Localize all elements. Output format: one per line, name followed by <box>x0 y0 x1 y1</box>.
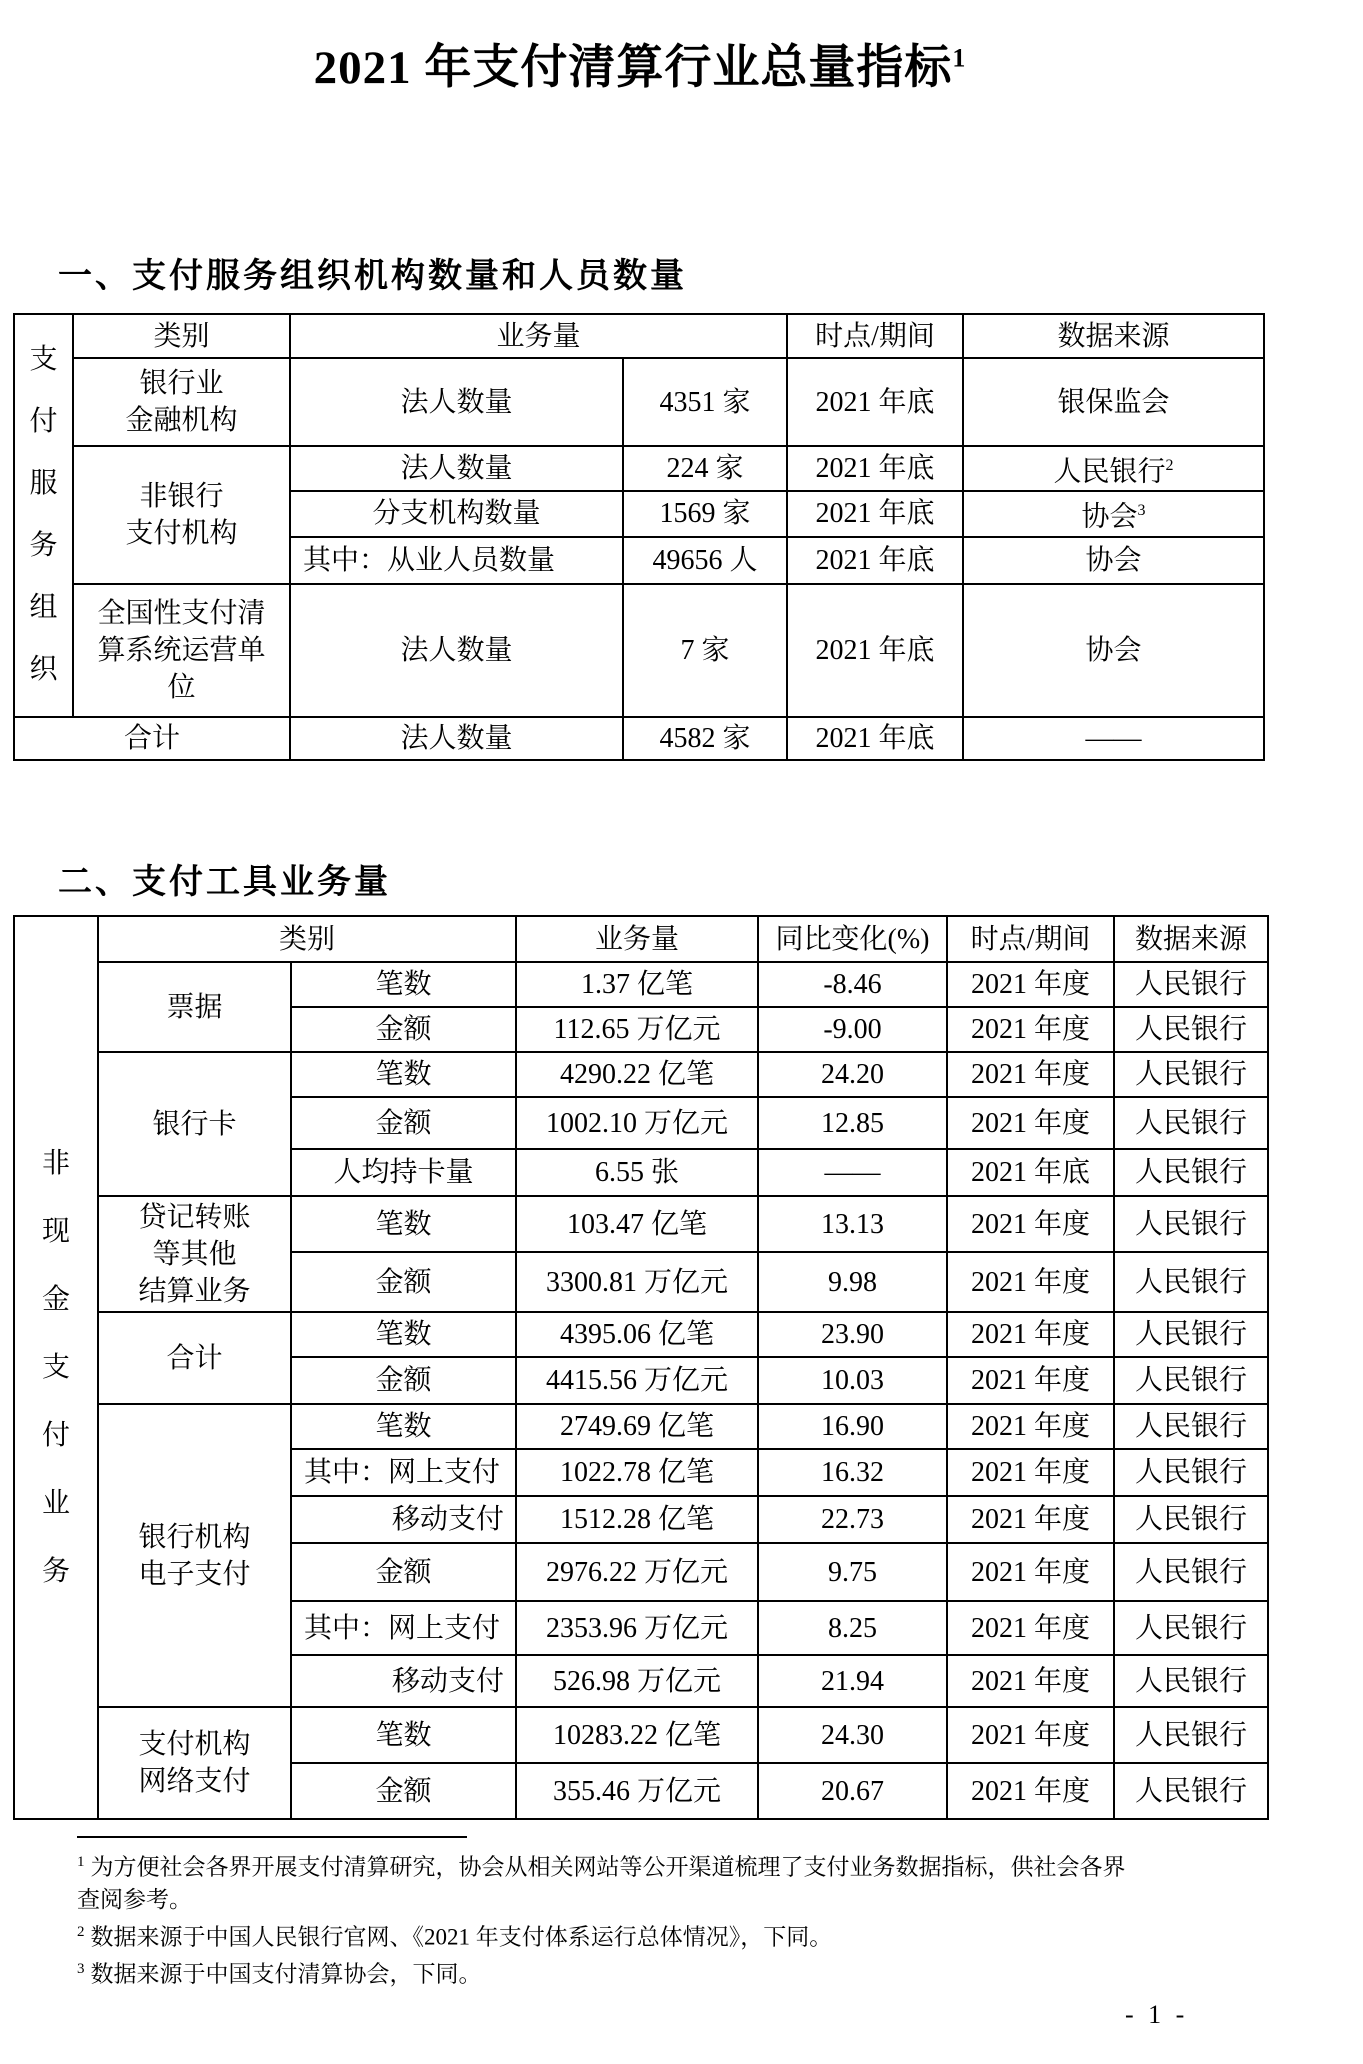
footnote-marker: 1 <box>77 1854 85 1870</box>
column-header: 时点/期间 <box>787 314 963 358</box>
source-cell: 人民银行 <box>1114 1655 1268 1707</box>
column-header: 业务量 <box>290 314 787 358</box>
yoy-change-cell: 23.90 <box>758 1312 947 1357</box>
column-header: 类别 <box>98 916 516 962</box>
period-cell: 2021 年度 <box>947 1707 1114 1763</box>
yoy-change-cell: 8.25 <box>758 1601 947 1655</box>
period-cell: 2021 年度 <box>947 1496 1114 1543</box>
yoy-change-cell: -9.00 <box>758 1007 947 1052</box>
metric-cell: 金额 <box>291 1097 516 1149</box>
period-cell: 2021 年度 <box>947 1252 1114 1312</box>
metric-cell: 笔数 <box>291 1404 516 1449</box>
metric-cell: 笔数 <box>291 1312 516 1357</box>
source-cell: 人民银行 <box>1114 1007 1268 1052</box>
footnote-text: 数据来源于中国人民银行官网、《2021 年支付体系运行总体情况》，下同。 <box>90 1924 833 1950</box>
footnote-marker: 3 <box>77 1961 85 1978</box>
payment-instrument-volume-table <box>13 915 1269 1820</box>
page-number: - 1 - <box>1125 2000 1189 2029</box>
value-cell: 3300.81 万亿元 <box>516 1252 758 1312</box>
period-cell: 2021 年度 <box>947 1655 1114 1707</box>
value-cell: 4415.56 万亿元 <box>516 1357 758 1404</box>
source-cell: —— <box>963 717 1264 760</box>
period-cell: 2021 年度 <box>947 1052 1114 1097</box>
page-title-text: 2021 年支付清算行业总量指标 <box>313 42 953 94</box>
source-cell: 人民银行 <box>1114 1052 1268 1097</box>
value-cell: 2353.96 万亿元 <box>516 1601 758 1655</box>
metric-cell: 其中：网上支付 <box>291 1449 516 1496</box>
period-cell: 2021 年度 <box>947 1543 1114 1601</box>
value-cell: 1.37 亿笔 <box>516 962 758 1007</box>
footnote <box>77 1916 1127 1954</box>
period-cell: 2021 年度 <box>947 1404 1114 1449</box>
table-side-label <box>14 314 73 717</box>
period-cell: 2021 年度 <box>947 1097 1114 1149</box>
category-cell: 贷记转账 等其他 结算业务 <box>98 1196 291 1312</box>
source-cell: 人民银行 <box>1114 1312 1268 1357</box>
source-cell: 人民银行 <box>1114 1449 1268 1496</box>
period-cell: 2021 年度 <box>947 1007 1114 1052</box>
metric-cell: 金额 <box>291 1252 516 1312</box>
section-heading-2: 二、支付工具业务量 <box>58 863 391 901</box>
metric-cell: 移动支付 <box>291 1655 516 1707</box>
table-row <box>14 584 1264 717</box>
metric-cell: 笔数 <box>291 1052 516 1097</box>
vertical-label-stack: 非 现 金 支 付 业 务 <box>41 1147 70 1587</box>
yoy-change-cell: 24.30 <box>758 1707 947 1763</box>
footnote-text: 为方便社会各界开展支付清算研究，协会从相关网站等公开渠道梳理了支付业务数据指标，供社会各界查阅参考。 <box>77 1854 1126 1912</box>
source-cell: 人民银行 <box>1114 1097 1268 1149</box>
source-cell: 人民银行 <box>1114 1404 1268 1449</box>
table-row <box>14 717 1264 760</box>
value-cell: 1022.78 亿笔 <box>516 1449 758 1496</box>
table-row <box>14 1196 1268 1252</box>
period-cell: 2021 年底 <box>787 491 963 536</box>
value-cell: 49656 人 <box>623 537 787 584</box>
category-cell: 票据 <box>98 962 291 1052</box>
metric-cell: 移动支付 <box>291 1496 516 1543</box>
period-cell: 2021 年底 <box>787 717 963 760</box>
yoy-change-cell: 10.03 <box>758 1357 947 1404</box>
source-cell: 人民银行 <box>1114 962 1268 1007</box>
footnote-marker: 2 <box>77 1923 85 1940</box>
value-cell: 2976.22 万亿元 <box>516 1543 758 1601</box>
value-cell: 2749.69 亿笔 <box>516 1404 758 1449</box>
yoy-change-cell: 13.13 <box>758 1196 947 1252</box>
column-header: 数据来源 <box>963 314 1264 358</box>
category-cell: 银行业 金融机构 <box>73 358 290 446</box>
source-cell: 人民银行 <box>1114 1196 1268 1252</box>
yoy-change-cell: 16.32 <box>758 1449 947 1496</box>
value-cell: 4395.06 亿笔 <box>516 1312 758 1357</box>
value-cell: 1512.28 亿笔 <box>516 1496 758 1543</box>
source-cell: 人民银行 <box>1114 1763 1268 1819</box>
period-cell: 2021 年底 <box>947 1149 1114 1196</box>
yoy-change-cell: —— <box>758 1149 947 1196</box>
source-cell: 协会$^3$ <box>963 491 1264 536</box>
period-cell: 2021 年度 <box>947 1196 1114 1252</box>
value-cell: 4351 家 <box>623 358 787 446</box>
value-cell: 4582 家 <box>623 717 787 760</box>
yoy-change-cell: 9.75 <box>758 1543 947 1601</box>
value-cell: 4290.22 亿笔 <box>516 1052 758 1097</box>
table-row <box>14 314 1264 358</box>
metric-cell: 法人数量 <box>290 717 623 760</box>
period-cell: 2021 年度 <box>947 1449 1114 1496</box>
title-footnote-ref: 1 <box>952 43 967 73</box>
period-cell: 2021 年底 <box>787 584 963 717</box>
category-cell: 全国性支付清 算系统运营单 位 <box>73 584 290 717</box>
footnote-text: 数据来源于中国支付清算协会，下同。 <box>90 1961 482 1987</box>
value-cell: 6.55 张 <box>516 1149 758 1196</box>
category-cell: 银行卡 <box>98 1052 291 1196</box>
yoy-change-cell: 12.85 <box>758 1097 947 1149</box>
value-cell: 526.98 万亿元 <box>516 1655 758 1707</box>
table-row <box>14 916 1268 962</box>
period-cell: 2021 年底 <box>787 446 963 491</box>
org-and-staff-count-table <box>13 313 1265 761</box>
table-row <box>14 962 1268 1007</box>
category-cell: 合计 <box>98 1312 291 1404</box>
metric-cell: 金额 <box>291 1357 516 1404</box>
footnote-ref: 2 <box>1165 457 1174 474</box>
value-cell: 355.46 万亿元 <box>516 1763 758 1819</box>
period-cell: 2021 年度 <box>947 962 1114 1007</box>
yoy-change-cell: 20.67 <box>758 1763 947 1819</box>
table-row <box>14 446 1264 491</box>
value-cell: 7 家 <box>623 584 787 717</box>
source-cell: 人民银行 <box>1114 1496 1268 1543</box>
column-header: 时点/期间 <box>947 916 1114 962</box>
metric-cell: 法人数量 <box>290 446 623 491</box>
source-cell: 人民银行 <box>1114 1252 1268 1312</box>
category-cell: 支付机构 网络支付 <box>98 1707 291 1819</box>
footnote-ref: 3 <box>1137 502 1146 520</box>
metric-cell: 法人数量 <box>290 584 623 717</box>
metric-cell: 金额 <box>291 1543 516 1601</box>
category-cell: 银行机构 电子支付 <box>98 1404 291 1707</box>
column-header: 业务量 <box>516 916 758 962</box>
column-header: 同比变化(%) <box>758 916 947 962</box>
section-heading-1: 一、支付服务组织机构数量和人员数量 <box>58 257 687 295</box>
value-cell: 1002.10 万亿元 <box>516 1097 758 1149</box>
footnote <box>77 1953 1127 1991</box>
footnote-separator <box>77 1836 467 1838</box>
yoy-change-cell: 22.73 <box>758 1496 947 1543</box>
column-header: 数据来源 <box>1114 916 1268 962</box>
metric-cell: 金额 <box>291 1007 516 1052</box>
yoy-change-cell: -8.46 <box>758 962 947 1007</box>
metric-cell: 分支机构数量 <box>290 491 623 536</box>
source-cell: 人民银行 <box>1114 1601 1268 1655</box>
value-cell: 103.47 亿笔 <box>516 1196 758 1252</box>
category-cell: 非银行 支付机构 <box>73 446 290 584</box>
metric-cell: 金额 <box>291 1763 516 1819</box>
period-cell: 2021 年底 <box>787 358 963 446</box>
side-label-cell: 合计 <box>14 717 290 760</box>
source-cell: 人民银行 <box>1114 1543 1268 1601</box>
metric-cell: 人均持卡量 <box>291 1149 516 1196</box>
metric-cell: 法人数量 <box>290 358 623 446</box>
period-cell: 2021 年度 <box>947 1763 1114 1819</box>
period-cell: 2021 年底 <box>787 537 963 584</box>
value-cell: 224 家 <box>623 446 787 491</box>
page-title <box>13 30 1267 97</box>
source-cell: 人民银行 <box>1114 1357 1268 1404</box>
table-row <box>14 1404 1268 1449</box>
period-cell: 2021 年度 <box>947 1312 1114 1357</box>
value-cell: 112.65 万亿元 <box>516 1007 758 1052</box>
yoy-change-cell: 24.20 <box>758 1052 947 1097</box>
source-cell: 人民银行$^2$ <box>963 446 1264 491</box>
metric-cell: 笔数 <box>291 1196 516 1252</box>
value-cell: 10283.22 亿笔 <box>516 1707 758 1763</box>
metric-cell: 其中：从业人员数量 <box>290 537 623 584</box>
metric-cell: 其中：网上支付 <box>291 1601 516 1655</box>
footnote <box>77 1846 1127 1916</box>
footnotes <box>77 1846 1127 1991</box>
table-row <box>14 1052 1268 1097</box>
metric-cell: 笔数 <box>291 962 516 1007</box>
source-cell: 协会 <box>963 537 1264 584</box>
table-row <box>14 358 1264 446</box>
source-cell: 人民银行 <box>1114 1707 1268 1763</box>
metric-cell: 笔数 <box>291 1707 516 1763</box>
vertical-label-stack: 支 付 服 务 组 织 <box>29 344 58 686</box>
source-cell: 银保监会 <box>963 358 1264 446</box>
yoy-change-cell: 21.94 <box>758 1655 947 1707</box>
yoy-change-cell: 16.90 <box>758 1404 947 1449</box>
table-row <box>14 1312 1268 1357</box>
period-cell: 2021 年度 <box>947 1357 1114 1404</box>
period-cell: 2021 年度 <box>947 1601 1114 1655</box>
table-row <box>14 1707 1268 1763</box>
yoy-change-cell: 9.98 <box>758 1252 947 1312</box>
column-header: 类别 <box>73 314 290 358</box>
source-cell: 协会 <box>963 584 1264 717</box>
table-side-label <box>14 916 98 1819</box>
source-cell: 人民银行 <box>1114 1149 1268 1196</box>
value-cell: 1569 家 <box>623 491 787 536</box>
